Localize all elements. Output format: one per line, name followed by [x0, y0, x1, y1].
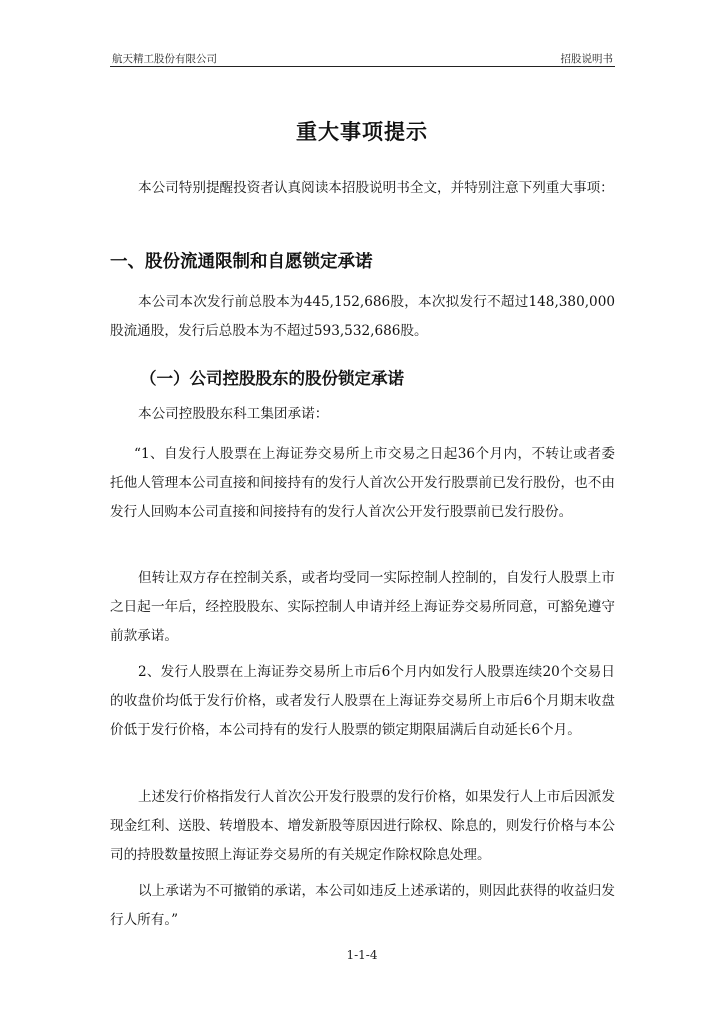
page-title: 重大事项提示 — [296, 120, 428, 144]
subsection-heading-1: （一）公司控股股东的股份锁定承诺 — [140, 369, 404, 388]
commitment-lead-paragraph: 本公司控股股东科工集团承诺： — [138, 406, 329, 422]
commitment-paragraph-4: 上述发行价格指发行人首次公开发行股票的发行价格，如果发行人上市后因派发现金红利、送股、转增股本、增发新股等原因进行除权、除息的，则发行价格与本公司的持股数量按照上海证券交易所的有关规定作除权除息处理。 — [110, 789, 615, 863]
commitment-paragraph-5: 以上承诺为不可撤销的承诺，本公司如违反上述承诺的，则因此获得的收益归发行人所有。” — [110, 883, 615, 928]
intro-paragraph: 本公司特别提醒投资者认真阅读本招股说明书全文，并特别注意下列重大事项： — [138, 180, 614, 196]
page-number: 1-1-4 — [346, 948, 378, 962]
header-company-name: 航天精工股份有限公司 — [112, 53, 217, 65]
page-header — [110, 50, 615, 67]
share-capital-paragraph: 本公司本次发行前总股本为445,152,686股，本次拟发行不超过148,380,000股流通股，发行后总股本为不超过593,532,686股。 — [110, 294, 615, 339]
commitment-paragraph-1: “1、自发行人股票在上海证券交易所上市交易之日起36个月内，不转让或者委托他人管理本公司直接和间接持有的发行人首次公开发行股票前已发行股份，也不由发行人回购本公司直接和间接持有的发行人首次公开发行股票前已发行股份。 — [110, 446, 615, 520]
commitment-paragraph-2: 但转让双方存在控制关系，或者均受同一实际控制人控制的，自发行人股票上市之日起一年后，经控股股东、实际控制人申请并经上海证券交易所同意，可豁免遵守前款承诺。 — [110, 570, 615, 644]
header-document-type: 招股说明书 — [560, 53, 613, 65]
section-heading-1: 一、股份流通限制和自愿锁定承诺 — [110, 252, 373, 272]
commitment-paragraph-3: 2、发行人股票在上海证券交易所上市后6个月内如发行人股票连续20个交易日的收盘价均低于发行价格，或者发行人股票在上海证券交易所上市后6个月期末收盘价低于发行价格，本公司持有的发行人股票的锁定期限届满后自动延长6个月。 — [110, 664, 615, 738]
